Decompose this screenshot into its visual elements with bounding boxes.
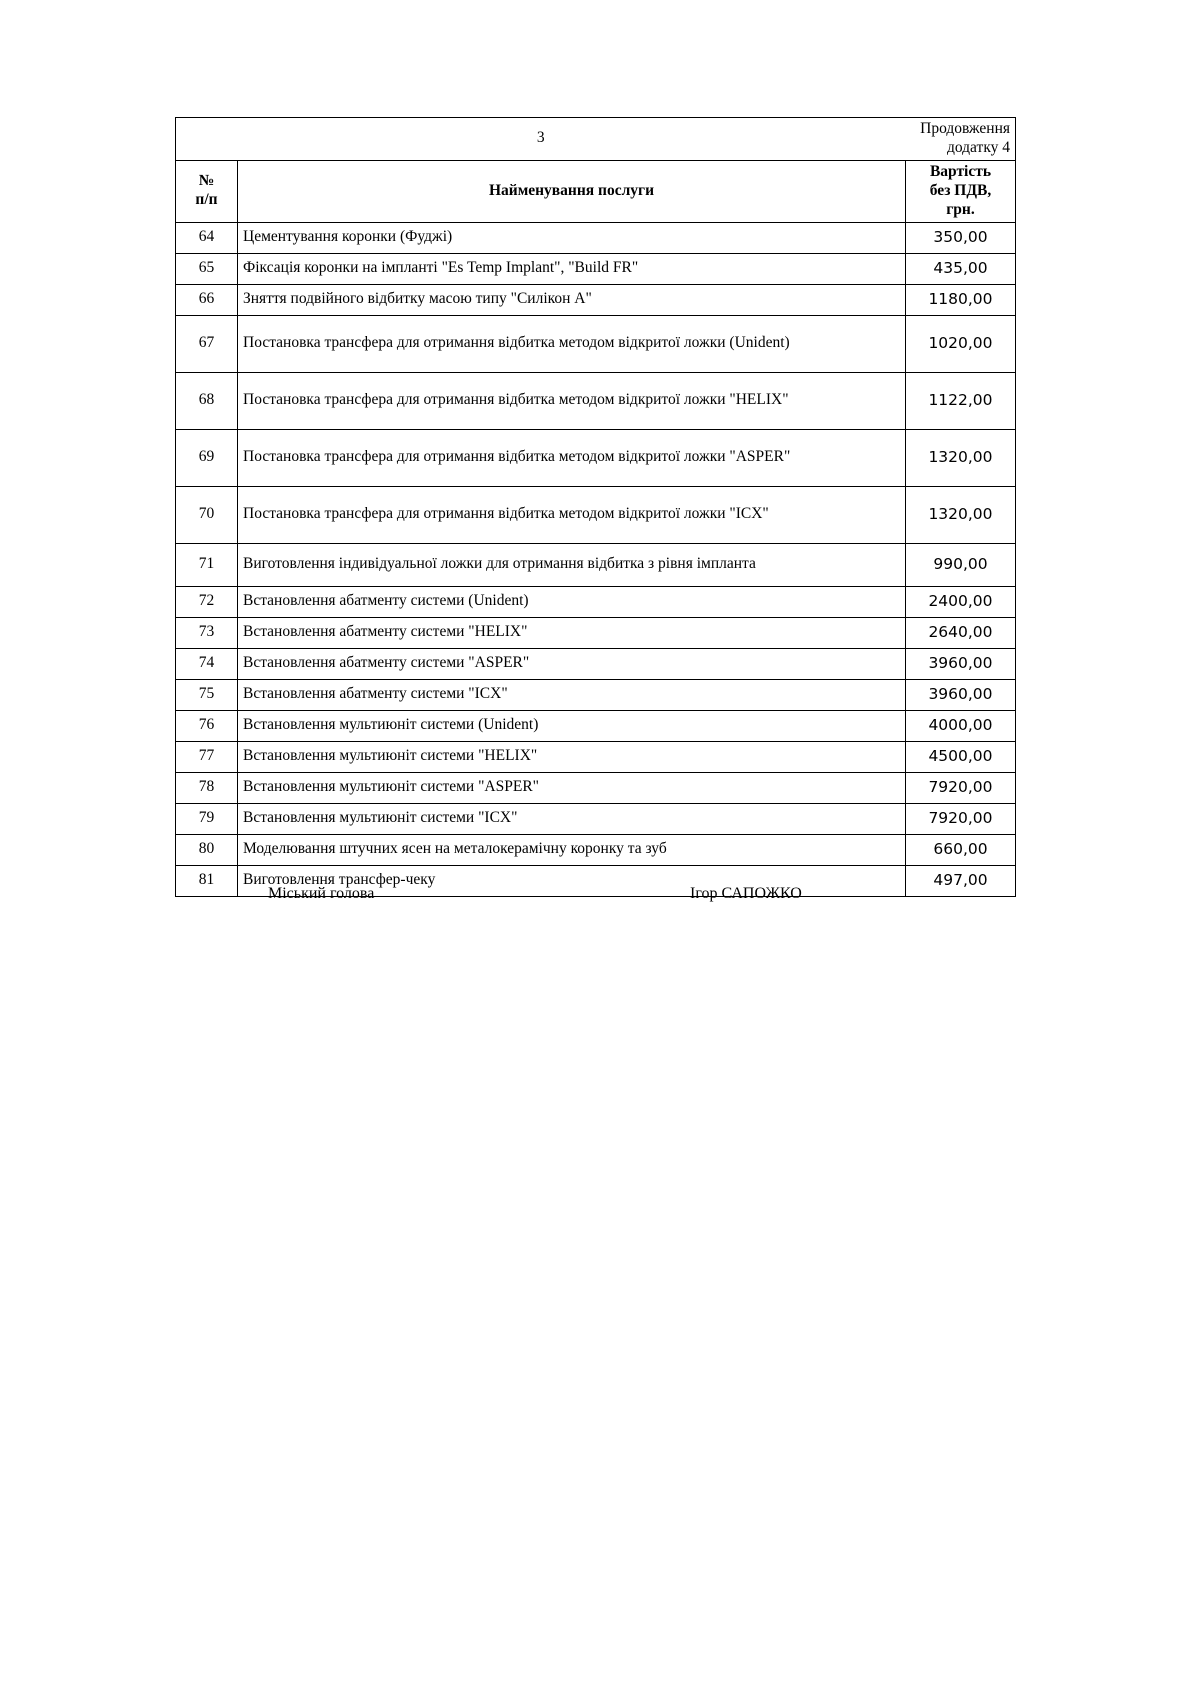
column-header-service-name: Найменування послуги xyxy=(238,160,906,222)
table-row xyxy=(176,648,1016,679)
row-price: 3960,00 xyxy=(906,648,1016,679)
row-price: 660,00 xyxy=(906,834,1016,865)
row-number: 78 xyxy=(176,772,238,803)
row-number: 79 xyxy=(176,803,238,834)
table-row xyxy=(176,772,1016,803)
row-service-name: Цементування коронки (Фуджі) xyxy=(238,222,906,253)
row-number: 72 xyxy=(176,586,238,617)
table-row xyxy=(176,372,1016,429)
row-service-name: Встановлення мультиюніт системи "ICX" xyxy=(238,803,906,834)
row-price: 2400,00 xyxy=(906,586,1016,617)
signature-position: Міський голова xyxy=(268,885,375,902)
table-row xyxy=(176,222,1016,253)
row-service-name: Встановлення абатменту системи "ICX" xyxy=(238,679,906,710)
signature-name: Ігор САПОЖКО xyxy=(690,885,802,902)
table-header-row xyxy=(176,160,1016,222)
row-number: 67 xyxy=(176,315,238,372)
row-service-name: Зняття подвійного відбитку масою типу "Силікон А" xyxy=(238,284,906,315)
row-number: 80 xyxy=(176,834,238,865)
continuation-note: Продовження додатку 4 xyxy=(906,118,1016,161)
row-service-name: Постановка трансфера для отримання відбитка методом відкритої ложки "ICX" xyxy=(238,486,906,543)
row-service-name: Фіксація коронки на імпланті "Es Temp Implant", "Build FR" xyxy=(238,253,906,284)
column-header-number-line1: № xyxy=(198,172,215,190)
header-strip-row xyxy=(176,118,1016,161)
row-price: 1320,00 xyxy=(906,486,1016,543)
row-number: 77 xyxy=(176,741,238,772)
row-service-name: Постановка трансфера для отримання відбитка методом відкритої ложки "HELIX" xyxy=(238,372,906,429)
table-row xyxy=(176,486,1016,543)
row-price: 990,00 xyxy=(906,543,1016,586)
row-number: 68 xyxy=(176,372,238,429)
row-service-name: Виготовлення трансфер-чеку xyxy=(238,865,906,896)
services-price-table xyxy=(175,117,1016,897)
row-number: 69 xyxy=(176,429,238,486)
row-service-name: Встановлення абатменту системи "HELIX" xyxy=(238,617,906,648)
row-number: 76 xyxy=(176,710,238,741)
row-number: 65 xyxy=(176,253,238,284)
row-price: 497,00 xyxy=(906,865,1016,896)
table-row xyxy=(176,803,1016,834)
row-price: 3960,00 xyxy=(906,679,1016,710)
row-price: 350,00 xyxy=(906,222,1016,253)
table-row xyxy=(176,253,1016,284)
row-service-name: Встановлення мультиюніт системи "HELIX" xyxy=(238,741,906,772)
table-row xyxy=(176,710,1016,741)
column-header-number-line2: п/п xyxy=(195,191,218,209)
row-service-name: Моделювання штучних ясен на металокерамічну коронку та зуб xyxy=(238,834,906,865)
row-service-name: Виготовлення індивідуальної ложки для отримання відбитка з рівня імпланта xyxy=(238,543,906,586)
row-price: 1122,00 xyxy=(906,372,1016,429)
row-service-name: Постановка трансфера для отримання відбитка методом відкритої ложки (Unident) xyxy=(238,315,906,372)
column-header-price-line1: Вартість xyxy=(929,162,992,180)
row-number: 75 xyxy=(176,679,238,710)
table-row xyxy=(176,834,1016,865)
row-service-name: Встановлення мультиюніт системи "ASPER" xyxy=(238,772,906,803)
column-header-number xyxy=(176,160,238,222)
table-row xyxy=(176,679,1016,710)
table-body xyxy=(176,118,1016,897)
row-price: 1180,00 xyxy=(906,284,1016,315)
table-row xyxy=(176,543,1016,586)
row-number: 74 xyxy=(176,648,238,679)
row-service-name: Встановлення мультиюніт системи (Unident) xyxy=(238,710,906,741)
row-service-name: Встановлення абатменту системи "ASPER" xyxy=(238,648,906,679)
row-number: 64 xyxy=(176,222,238,253)
row-number: 81 xyxy=(176,865,238,896)
table-row xyxy=(176,429,1016,486)
row-price: 435,00 xyxy=(906,253,1016,284)
row-service-name: Постановка трансфера для отримання відбитка методом відкритої ложки "ASPER" xyxy=(238,429,906,486)
row-price: 1320,00 xyxy=(906,429,1016,486)
row-price: 7920,00 xyxy=(906,772,1016,803)
column-header-price-line2: без ПДВ, xyxy=(929,181,992,199)
table-row xyxy=(176,586,1016,617)
row-number: 66 xyxy=(176,284,238,315)
table-row xyxy=(176,617,1016,648)
row-price: 4000,00 xyxy=(906,710,1016,741)
table-row xyxy=(176,284,1016,315)
row-number: 71 xyxy=(176,543,238,586)
page-number: 3 xyxy=(176,118,906,161)
table-row xyxy=(176,741,1016,772)
row-service-name: Встановлення абатменту системи (Unident) xyxy=(238,586,906,617)
table-row xyxy=(176,315,1016,372)
row-number: 73 xyxy=(176,617,238,648)
row-price: 7920,00 xyxy=(906,803,1016,834)
row-price: 2640,00 xyxy=(906,617,1016,648)
row-number: 70 xyxy=(176,486,238,543)
row-price: 1020,00 xyxy=(906,315,1016,372)
column-header-price-line3: грн. xyxy=(946,200,975,218)
column-header-price xyxy=(906,160,1016,222)
row-price: 4500,00 xyxy=(906,741,1016,772)
